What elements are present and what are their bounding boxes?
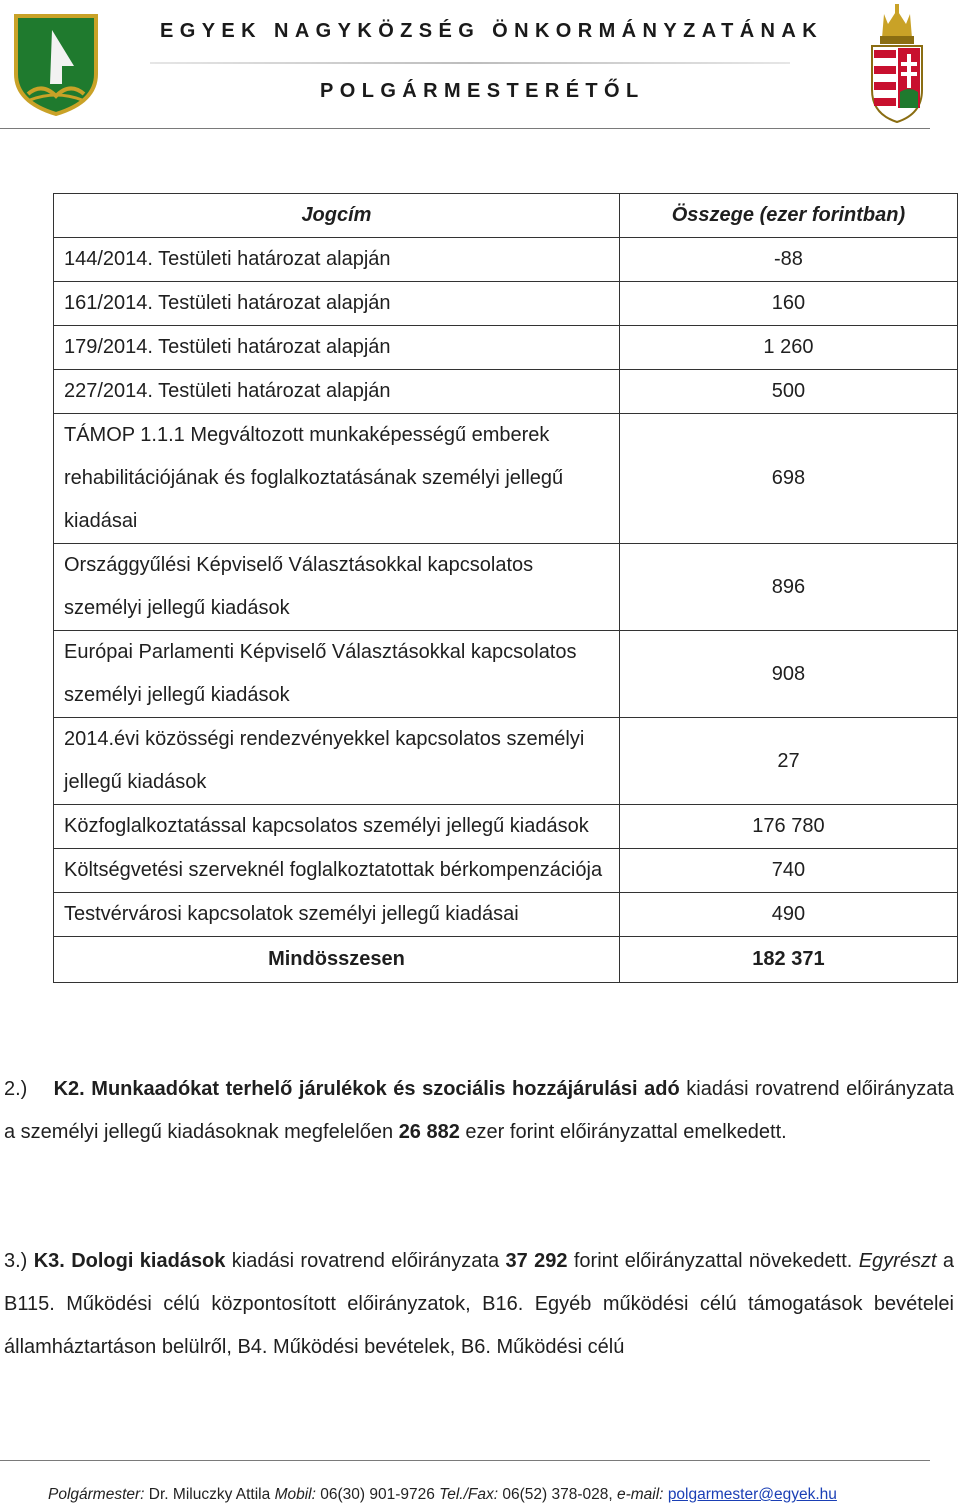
row-title: Európai Parlamenti Képviselő Választásokkal kapcsolatos személyi jellegű kiadások xyxy=(54,631,620,718)
table-row xyxy=(54,238,958,282)
footer-divider xyxy=(0,1460,930,1461)
table-header-row xyxy=(54,194,958,238)
page-title-line2: POLGÁRMESTERÉTŐL xyxy=(320,80,645,102)
column-header-amount: Összege (ezer forintban) xyxy=(619,194,957,238)
paragraph-text: ezer forint előirányzattal emelkedett. xyxy=(465,1121,787,1143)
footer-mobile-label: Mobil: xyxy=(274,1486,316,1503)
footer-tel: 06(52) 378-028, xyxy=(502,1486,613,1503)
table-row xyxy=(54,282,958,326)
paragraph-k3 xyxy=(4,1240,954,1369)
row-title: Közfoglalkoztatással kapcsolatos személyi jellegű kiadások xyxy=(54,805,620,849)
egyek-coat-of-arms-icon xyxy=(12,12,100,116)
total-amount: 182 371 xyxy=(619,937,957,983)
header-divider xyxy=(0,128,930,129)
paragraph-text: a B115. Működési célú központosított előirányzatok, B16. Egyéb működési célú támogatások bevételei államháztartáson belülről, B4. Működési bevételek, B6. Működési célú xyxy=(4,1250,955,1358)
table-row xyxy=(54,544,958,631)
paragraph-number: 3.) xyxy=(4,1250,28,1272)
paragraph-amount: 26 882 xyxy=(398,1121,460,1143)
row-title: 179/2014. Testületi határozat alapján xyxy=(54,326,620,370)
paragraph-italic-word: Egyrészt xyxy=(858,1250,937,1272)
row-amount: -88 xyxy=(619,238,957,282)
page-header xyxy=(0,0,960,130)
row-amount: 896 xyxy=(619,544,957,631)
paragraph-k2 xyxy=(4,1068,954,1154)
row-title: Országgyűlési Képviselő Választásokkal kapcsolatos személyi jellegű kiadások xyxy=(54,544,620,631)
row-amount: 698 xyxy=(619,414,957,544)
row-title: 2014.évi közösségi rendezvényekkel kapcsolatos személyi jellegű kiadások xyxy=(54,718,620,805)
section-code: K3. xyxy=(33,1250,65,1272)
row-amount: 490 xyxy=(619,893,957,937)
section-title: Dologi kiadások xyxy=(71,1250,226,1272)
paragraph-amount: 37 292 xyxy=(505,1250,568,1272)
row-amount: 176 780 xyxy=(619,805,957,849)
page-footer xyxy=(48,1486,948,1504)
row-amount: 500 xyxy=(619,370,957,414)
row-title: TÁMOP 1.1.1 Megváltozott munkaképességű emberek rehabilitációjának és foglalkoztatásának személyi jellegű kiadásai xyxy=(54,414,620,544)
total-label: Mindösszesen xyxy=(54,937,620,983)
column-header-title: Jogcím xyxy=(54,194,620,238)
footer-mayor-label: Polgármester: xyxy=(48,1486,145,1503)
row-title: Testvérvárosi kapcsolatok személyi jellegű kiadásai xyxy=(54,893,620,937)
hungarian-coat-of-arms-icon xyxy=(866,4,928,124)
paragraph-number: 2.) xyxy=(4,1078,28,1100)
table-row xyxy=(54,326,958,370)
title-divider xyxy=(150,62,790,64)
table-row xyxy=(54,718,958,805)
page-title-line1: EGYEK NAGYKÖZSÉG ÖNKORMÁNYZATÁNAK xyxy=(160,20,824,42)
table-row xyxy=(54,631,958,718)
row-title: Költségvetési szerveknél foglalkoztatottak bérkompenzációja xyxy=(54,849,620,893)
budget-table xyxy=(53,193,958,983)
table-total-row xyxy=(54,937,958,983)
row-amount: 740 xyxy=(619,849,957,893)
table-row xyxy=(54,370,958,414)
table-row xyxy=(54,805,958,849)
footer-email-label: e-mail: xyxy=(616,1486,664,1503)
section-code: K2. xyxy=(53,1078,85,1100)
paragraph-text: kiadási rovatrend előirányzata xyxy=(231,1250,500,1272)
row-amount: 1 260 xyxy=(619,326,957,370)
footer-tel-label: Tel./Fax: xyxy=(439,1486,499,1503)
footer-mobile: 06(30) 901-9726 xyxy=(320,1486,435,1503)
table-row xyxy=(54,414,958,544)
row-amount: 160 xyxy=(619,282,957,326)
row-title: 227/2014. Testületi határozat alapján xyxy=(54,370,620,414)
section-title: Munkaadókat terhelő járulékok és szociális hozzájárulási adó xyxy=(91,1078,680,1100)
footer-mayor-name: Dr. Miluczky Attila xyxy=(148,1486,271,1503)
row-title: 144/2014. Testületi határozat alapján xyxy=(54,238,620,282)
row-amount: 27 xyxy=(619,718,957,805)
table-row xyxy=(54,849,958,893)
row-title: 161/2014. Testületi határozat alapján xyxy=(54,282,620,326)
row-amount: 908 xyxy=(619,631,957,718)
footer-email-link[interactable]: polgarmester@egyek.hu xyxy=(667,1486,837,1503)
paragraph-text: forint előirányzattal növekedett. xyxy=(573,1250,853,1272)
paragraph-text: kiadási rovatrend előirányzata a személyi jellegű kiadásoknak megfelelően xyxy=(4,1078,955,1143)
table-row xyxy=(54,893,958,937)
